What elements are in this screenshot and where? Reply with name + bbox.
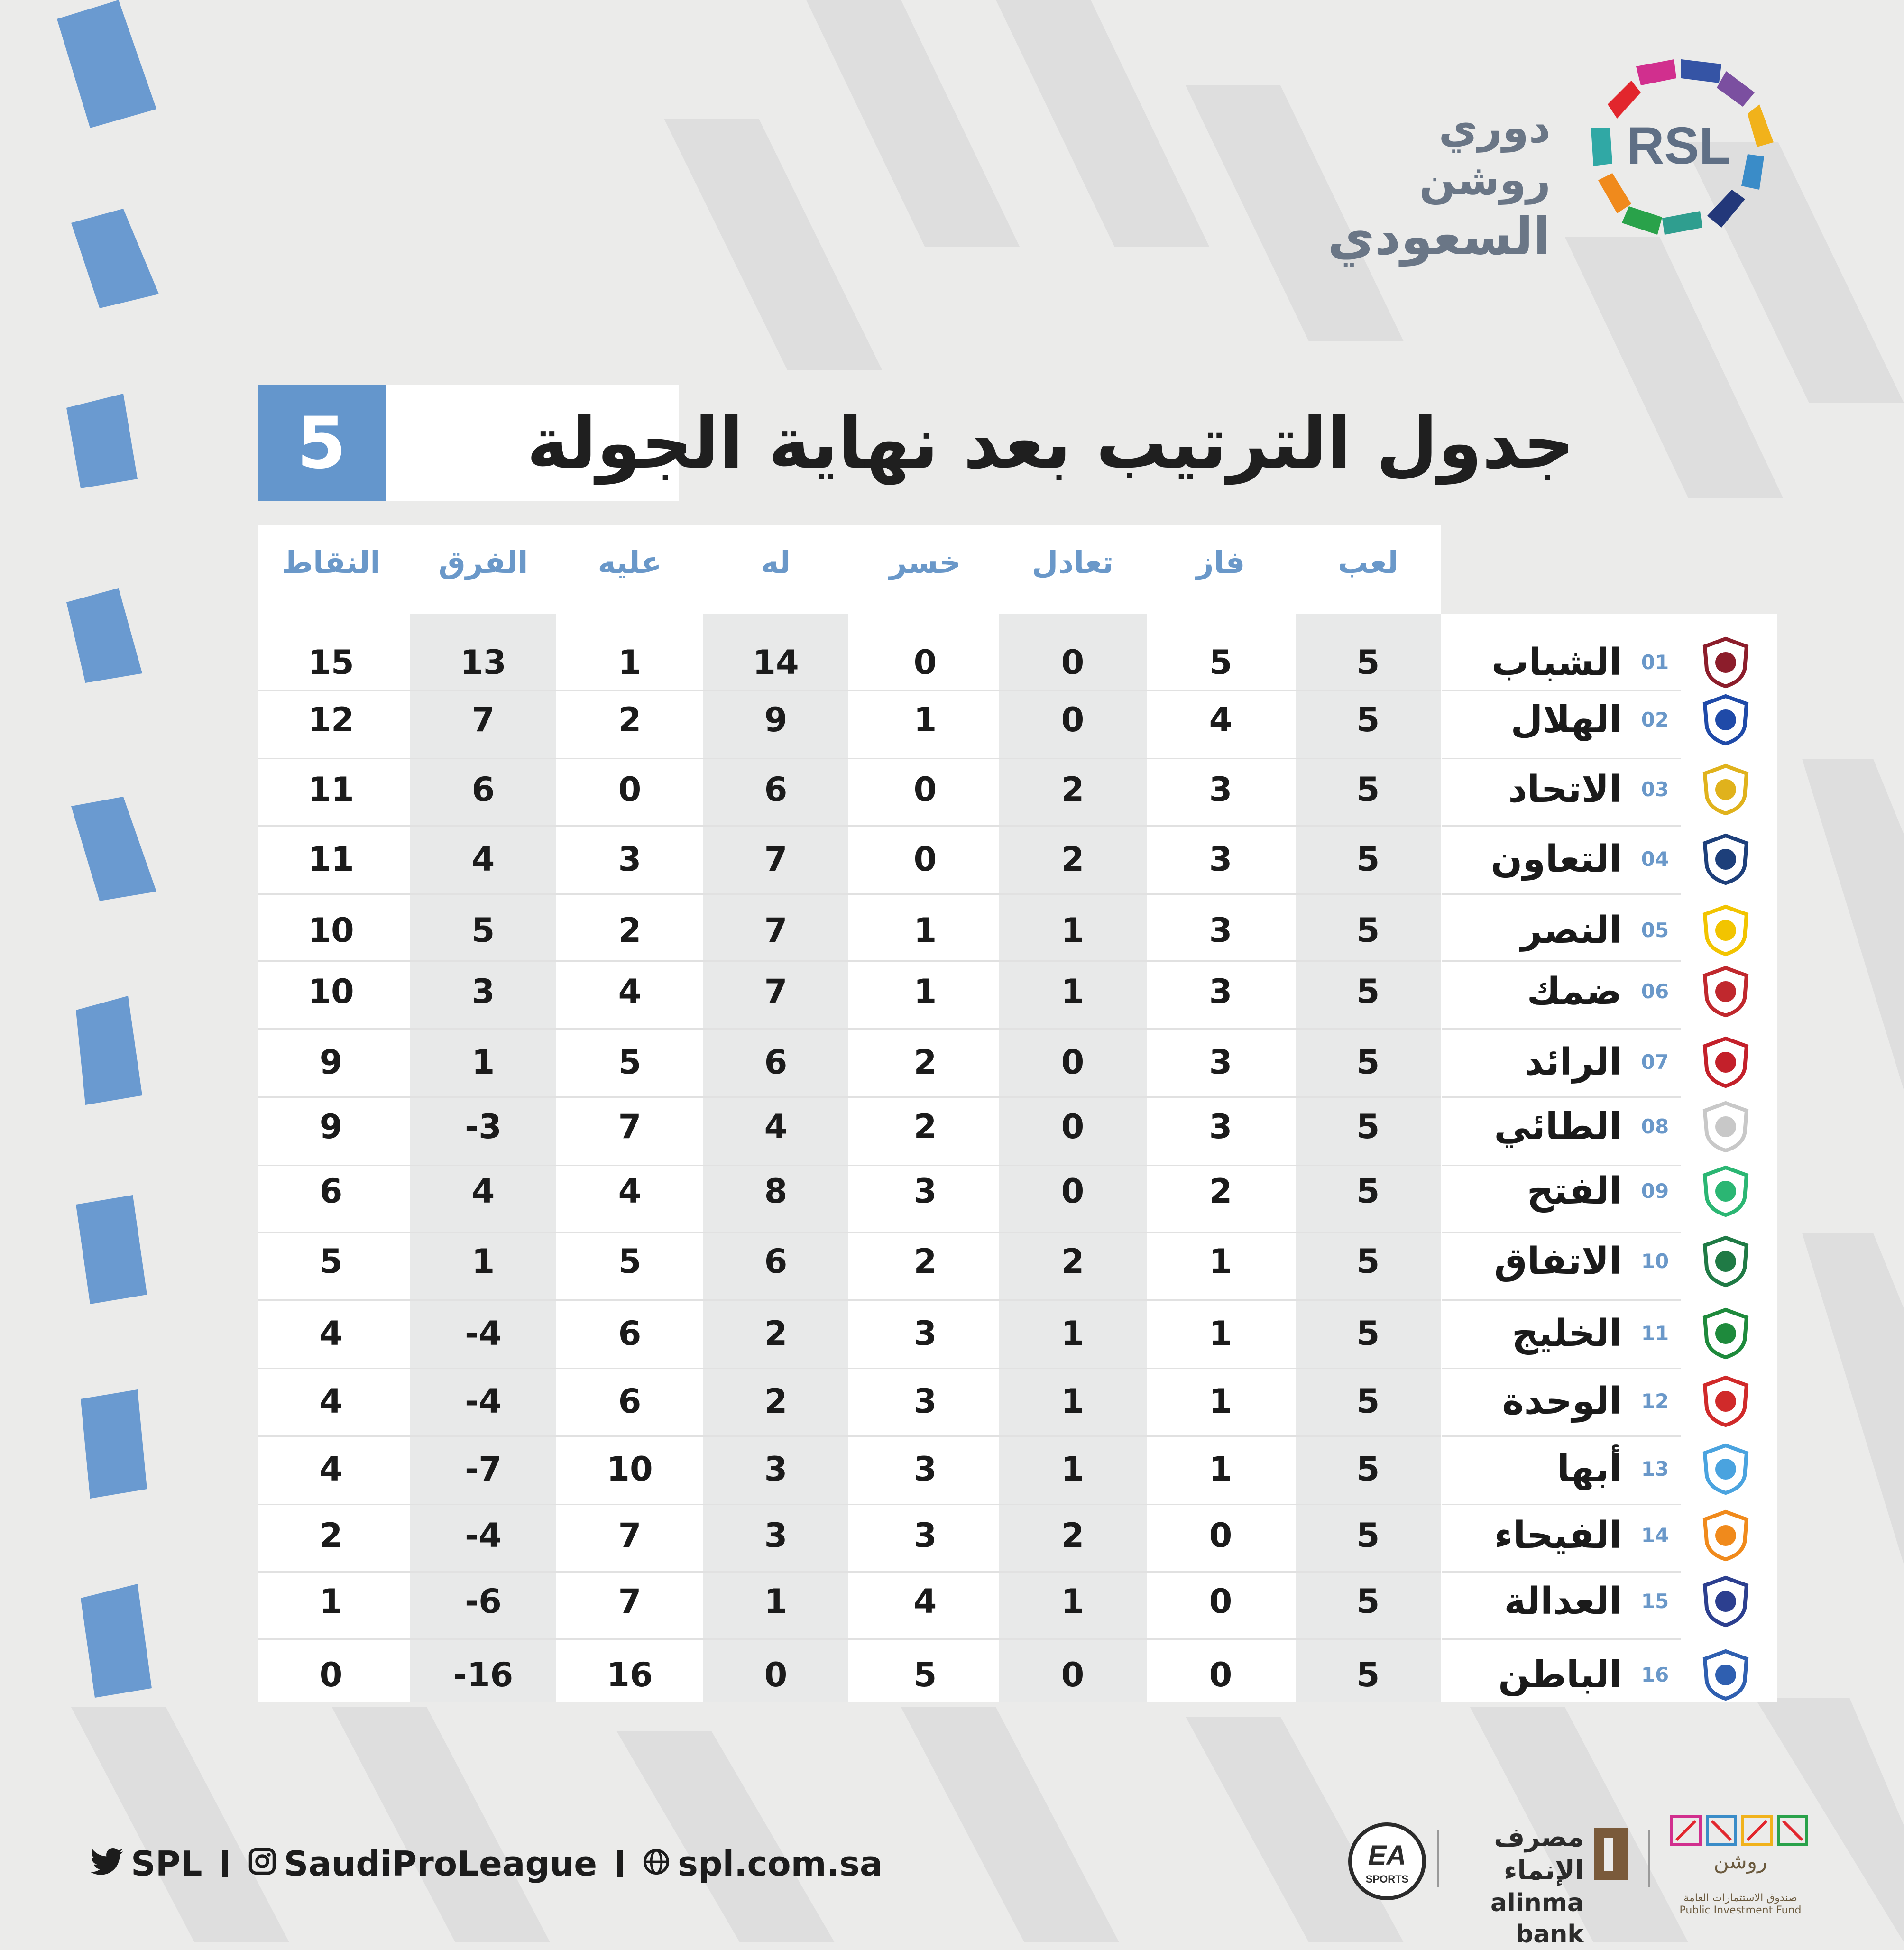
cell-against: 4 bbox=[618, 972, 642, 1011]
rsl-logo-icon bbox=[1565, 47, 1793, 256]
alinma-bank-logo bbox=[1451, 1821, 1584, 1950]
row-divider bbox=[258, 1571, 1441, 1573]
rsl-abbr-text: RSL bbox=[1627, 117, 1731, 175]
cell-lost: 0 bbox=[913, 840, 937, 879]
cell-won: 1 bbox=[1209, 1314, 1233, 1353]
cell-lost: 2 bbox=[913, 1043, 937, 1082]
team-rank: 14 bbox=[1641, 1524, 1669, 1547]
cell-drawn: 1 bbox=[1061, 1314, 1085, 1353]
league-wordmark bbox=[1328, 102, 1551, 268]
cell-played: 5 bbox=[1356, 1043, 1380, 1082]
header-drawn: تعادل bbox=[1031, 545, 1114, 580]
cell-for: 3 bbox=[764, 1516, 788, 1555]
row-divider bbox=[1442, 1638, 1681, 1640]
row-divider bbox=[258, 1368, 1441, 1369]
team-rank: 01 bbox=[1641, 651, 1669, 674]
cell-won: 3 bbox=[1209, 840, 1233, 879]
al-fayha-crest-icon bbox=[1699, 1509, 1752, 1562]
row-divider bbox=[1442, 1435, 1681, 1437]
cell-drawn: 1 bbox=[1061, 972, 1085, 1011]
row-divider bbox=[1442, 1028, 1681, 1030]
cell-for: 14 bbox=[753, 643, 799, 682]
cell-diff: 13 bbox=[460, 643, 506, 682]
team-name: ضمك bbox=[1527, 970, 1622, 1013]
cell-against: 2 bbox=[618, 911, 642, 950]
row-divider bbox=[1442, 1096, 1681, 1098]
row-divider bbox=[258, 1096, 1441, 1098]
cell-won: 3 bbox=[1209, 911, 1233, 950]
league-name-line1: دوري روشن bbox=[1419, 103, 1551, 205]
cell-drawn: 0 bbox=[1061, 700, 1085, 739]
cell-points: 11 bbox=[308, 770, 354, 809]
cell-won: 5 bbox=[1209, 643, 1233, 682]
al-nassr-crest-icon bbox=[1699, 904, 1752, 957]
team-rank: 08 bbox=[1641, 1115, 1669, 1138]
cell-diff: -6 bbox=[465, 1582, 502, 1621]
cell-diff: 4 bbox=[471, 1172, 495, 1211]
team-rank: 10 bbox=[1641, 1250, 1669, 1273]
team-name: الشباب bbox=[1491, 641, 1622, 684]
al-raed-crest-icon bbox=[1699, 1036, 1752, 1089]
cell-points: 11 bbox=[308, 840, 354, 879]
row-divider bbox=[258, 825, 1441, 827]
league-name-line2: السعودي bbox=[1327, 207, 1551, 267]
cell-against: 1 bbox=[618, 643, 642, 682]
cell-lost: 3 bbox=[913, 1516, 937, 1555]
cell-diff: -4 bbox=[465, 1516, 502, 1555]
team-name: أبها bbox=[1557, 1448, 1622, 1490]
cell-against: 3 bbox=[618, 840, 642, 879]
cell-diff: -3 bbox=[465, 1107, 502, 1146]
cell-played: 5 bbox=[1356, 840, 1380, 879]
team-name: الرائد bbox=[1524, 1041, 1622, 1084]
cell-won: 4 bbox=[1209, 700, 1233, 739]
team-name: الطائي bbox=[1494, 1105, 1622, 1148]
globe-icon[interactable] bbox=[643, 1844, 670, 1884]
row-divider bbox=[258, 1165, 1441, 1166]
cell-diff: 5 bbox=[471, 911, 495, 950]
cell-diff: -16 bbox=[453, 1656, 514, 1694]
cell-points: 4 bbox=[319, 1382, 343, 1421]
row-divider bbox=[258, 1232, 1441, 1233]
cell-drawn: 0 bbox=[1061, 1107, 1085, 1146]
ea-mark-text: EA bbox=[1368, 1840, 1407, 1871]
cell-lost: 1 bbox=[913, 700, 937, 739]
row-divider bbox=[1442, 893, 1681, 895]
cell-points: 0 bbox=[319, 1656, 343, 1694]
bank-name-ar: مصرف الإنماء bbox=[1494, 1822, 1584, 1886]
page-title: جدول الترتيب بعد نهاية الجولة bbox=[526, 402, 1574, 485]
cell-points: 9 bbox=[319, 1107, 343, 1146]
team-name: التعاون bbox=[1490, 838, 1622, 881]
cell-for: 6 bbox=[764, 770, 788, 809]
cell-against: 5 bbox=[618, 1043, 642, 1082]
al-hilal-crest-icon bbox=[1699, 693, 1752, 746]
cell-played: 5 bbox=[1356, 643, 1380, 682]
row-divider bbox=[1442, 1165, 1681, 1166]
abha-crest-icon bbox=[1699, 1443, 1752, 1496]
cell-won: 1 bbox=[1209, 1382, 1233, 1421]
cell-drawn: 1 bbox=[1061, 1450, 1085, 1489]
row-divider bbox=[1442, 758, 1681, 759]
team-rank: 06 bbox=[1641, 980, 1669, 1003]
bank-name-en: alinma bank bbox=[1490, 1889, 1584, 1949]
round-number-badge: 5 bbox=[258, 385, 386, 501]
cell-points: 10 bbox=[308, 911, 354, 950]
cell-played: 5 bbox=[1356, 1450, 1380, 1489]
ea-sports-logo-icon bbox=[1347, 1821, 1427, 1902]
cell-diff: -4 bbox=[465, 1314, 502, 1353]
footer-social bbox=[90, 1840, 883, 1887]
al-khaleej-crest-icon bbox=[1699, 1307, 1752, 1360]
row-divider bbox=[258, 1028, 1441, 1030]
team-rank: 13 bbox=[1641, 1457, 1669, 1481]
cell-for: 1 bbox=[764, 1582, 788, 1621]
team-name: الفيحاء bbox=[1494, 1514, 1622, 1557]
cell-diff: -4 bbox=[465, 1382, 502, 1421]
cell-won: 0 bbox=[1209, 1656, 1233, 1694]
cell-diff: 4 bbox=[471, 840, 495, 879]
cell-diff: 7 bbox=[471, 700, 495, 739]
row-divider bbox=[258, 758, 1441, 759]
cell-points: 12 bbox=[308, 700, 354, 739]
cell-points: 9 bbox=[319, 1043, 343, 1082]
row-divider bbox=[258, 1435, 1441, 1437]
al-taawoun-crest-icon bbox=[1699, 833, 1752, 886]
cell-played: 5 bbox=[1356, 1172, 1380, 1211]
cell-drawn: 0 bbox=[1061, 643, 1085, 682]
pif-line-ar: صندوق الاستثمارات العامة bbox=[1683, 1892, 1797, 1904]
team-rank: 11 bbox=[1641, 1322, 1669, 1345]
cell-played: 5 bbox=[1356, 1242, 1380, 1281]
team-rank: 04 bbox=[1641, 847, 1669, 871]
team-name: الاتفاق bbox=[1494, 1240, 1622, 1283]
cell-for: 0 bbox=[764, 1656, 788, 1694]
cell-against: 5 bbox=[618, 1242, 642, 1281]
pif-line-en: Public Investment Fund bbox=[1679, 1904, 1802, 1916]
al-batin-crest-icon bbox=[1699, 1648, 1752, 1702]
cell-drawn: 0 bbox=[1061, 1172, 1085, 1211]
cell-against: 4 bbox=[618, 1172, 642, 1211]
row-divider bbox=[1442, 1368, 1681, 1369]
cell-lost: 3 bbox=[913, 1382, 937, 1421]
cell-for: 3 bbox=[764, 1450, 788, 1489]
cell-won: 0 bbox=[1209, 1582, 1233, 1621]
team-name: العدالة bbox=[1504, 1580, 1622, 1623]
cell-lost: 1 bbox=[913, 911, 937, 950]
twitter-handle[interactable]: SPL bbox=[131, 1844, 202, 1884]
row-divider bbox=[1442, 690, 1681, 691]
row-divider bbox=[1442, 1299, 1681, 1301]
cell-won: 0 bbox=[1209, 1516, 1233, 1555]
cell-drawn: 1 bbox=[1061, 1582, 1085, 1621]
pif-brand-text: روشن bbox=[1713, 1849, 1767, 1874]
cell-lost: 0 bbox=[913, 770, 937, 809]
header-played: لعب bbox=[1338, 545, 1398, 580]
cell-diff: 3 bbox=[471, 972, 495, 1011]
cell-points: 6 bbox=[319, 1172, 343, 1211]
cell-against: 7 bbox=[618, 1107, 642, 1146]
cell-against: 6 bbox=[618, 1382, 642, 1421]
header-won: فاز bbox=[1196, 545, 1245, 580]
cell-drawn: 1 bbox=[1061, 1382, 1085, 1421]
sponsor-separator bbox=[1437, 1830, 1439, 1887]
al-taee-crest-icon bbox=[1699, 1100, 1752, 1153]
cell-drawn: 2 bbox=[1061, 1516, 1085, 1555]
cell-for: 7 bbox=[764, 972, 788, 1011]
al-wehda-crest-icon bbox=[1699, 1375, 1752, 1428]
row-divider bbox=[258, 893, 1441, 895]
cell-won: 3 bbox=[1209, 972, 1233, 1011]
cell-diff: 1 bbox=[471, 1242, 495, 1281]
row-divider bbox=[1442, 1504, 1681, 1505]
cell-played: 5 bbox=[1356, 1314, 1380, 1353]
cell-points: 4 bbox=[319, 1450, 343, 1489]
cell-played: 5 bbox=[1356, 1107, 1380, 1146]
cell-points: 15 bbox=[308, 643, 354, 682]
team-name: الوحدة bbox=[1502, 1380, 1622, 1423]
instagram-handle[interactable]: SaudiProLeague bbox=[284, 1844, 598, 1884]
team-name: الخليج bbox=[1511, 1312, 1622, 1355]
al-adalah-crest-icon bbox=[1699, 1575, 1752, 1628]
cell-diff: -7 bbox=[465, 1450, 502, 1489]
al-fateh-crest-icon bbox=[1699, 1165, 1752, 1218]
cell-for: 2 bbox=[764, 1382, 788, 1421]
header-lost: خسر bbox=[889, 545, 961, 580]
instagram-icon[interactable] bbox=[248, 1844, 276, 1884]
team-name: الهلال bbox=[1510, 699, 1622, 741]
row-divider bbox=[1442, 1571, 1681, 1573]
cell-points: 4 bbox=[319, 1314, 343, 1353]
cell-played: 5 bbox=[1356, 770, 1380, 809]
cell-lost: 3 bbox=[913, 1172, 937, 1211]
team-rank: 12 bbox=[1641, 1389, 1669, 1413]
sponsor-separator bbox=[1648, 1830, 1650, 1887]
row-divider bbox=[1442, 960, 1681, 962]
cell-for: 4 bbox=[764, 1107, 788, 1146]
cell-played: 5 bbox=[1356, 1656, 1380, 1694]
cell-played: 5 bbox=[1356, 700, 1380, 739]
team-rank: 02 bbox=[1641, 708, 1669, 731]
row-divider bbox=[258, 1299, 1441, 1301]
twitter-icon[interactable] bbox=[90, 1844, 123, 1884]
cell-played: 5 bbox=[1356, 1582, 1380, 1621]
website-link[interactable]: spl.com.sa bbox=[678, 1844, 883, 1884]
al-ettifaq-crest-icon bbox=[1699, 1235, 1752, 1288]
team-rank: 03 bbox=[1641, 778, 1669, 801]
cell-against: 10 bbox=[607, 1450, 653, 1489]
cell-lost: 5 bbox=[913, 1656, 937, 1694]
cell-played: 5 bbox=[1356, 1382, 1380, 1421]
cell-won: 2 bbox=[1209, 1172, 1233, 1211]
cell-points: 10 bbox=[308, 972, 354, 1011]
cell-for: 7 bbox=[764, 911, 788, 950]
cell-for: 8 bbox=[764, 1172, 788, 1211]
row-divider bbox=[1442, 825, 1681, 827]
row-divider bbox=[258, 1504, 1441, 1505]
al-shabab-crest-icon bbox=[1699, 636, 1752, 689]
pif-caption bbox=[1662, 1892, 1819, 1917]
header-against: عليه bbox=[598, 545, 662, 580]
cell-diff: 6 bbox=[471, 770, 495, 809]
cell-against: 16 bbox=[607, 1656, 653, 1694]
cell-lost: 0 bbox=[913, 643, 937, 682]
row-divider bbox=[258, 690, 1441, 691]
team-rank: 07 bbox=[1641, 1050, 1669, 1074]
team-rank: 09 bbox=[1641, 1179, 1669, 1203]
team-rank: 15 bbox=[1641, 1590, 1669, 1613]
team-name: الباطن bbox=[1498, 1654, 1622, 1696]
footer-separator bbox=[617, 1850, 623, 1877]
cell-against: 2 bbox=[618, 700, 642, 739]
cell-against: 7 bbox=[618, 1582, 642, 1621]
alinma-bank-mark-icon bbox=[1593, 1826, 1629, 1883]
cell-drawn: 0 bbox=[1061, 1043, 1085, 1082]
cell-lost: 3 bbox=[913, 1450, 937, 1489]
team-rank: 16 bbox=[1641, 1663, 1669, 1686]
cell-drawn: 2 bbox=[1061, 770, 1085, 809]
header-for: له bbox=[761, 545, 791, 580]
cell-lost: 4 bbox=[913, 1582, 937, 1621]
cell-played: 5 bbox=[1356, 1516, 1380, 1555]
cell-lost: 2 bbox=[913, 1242, 937, 1281]
cell-against: 0 bbox=[618, 770, 642, 809]
cell-won: 1 bbox=[1209, 1242, 1233, 1281]
cell-drawn: 2 bbox=[1061, 840, 1085, 879]
cell-for: 6 bbox=[764, 1043, 788, 1082]
cell-points: 5 bbox=[319, 1242, 343, 1281]
cell-won: 3 bbox=[1209, 770, 1233, 809]
cell-against: 6 bbox=[618, 1314, 642, 1353]
ea-sports-label: SPORTS bbox=[1365, 1873, 1409, 1885]
header-points: النقاط bbox=[281, 545, 381, 580]
cell-for: 9 bbox=[764, 700, 788, 739]
cell-drawn: 0 bbox=[1061, 1656, 1085, 1694]
cell-for: 6 bbox=[764, 1242, 788, 1281]
row-divider bbox=[1442, 1232, 1681, 1233]
cell-diff: 1 bbox=[471, 1043, 495, 1082]
team-rank: 05 bbox=[1641, 919, 1669, 942]
row-divider bbox=[258, 1638, 1441, 1640]
cell-drawn: 1 bbox=[1061, 911, 1085, 950]
cell-lost: 2 bbox=[913, 1107, 937, 1146]
cell-won: 1 bbox=[1209, 1450, 1233, 1489]
row-divider bbox=[258, 960, 1441, 962]
footer-separator bbox=[222, 1850, 228, 1877]
damac-crest-icon bbox=[1699, 965, 1752, 1018]
cell-against: 7 bbox=[618, 1516, 642, 1555]
cell-lost: 3 bbox=[913, 1314, 937, 1353]
cell-points: 2 bbox=[319, 1516, 343, 1555]
cell-lost: 1 bbox=[913, 972, 937, 1011]
team-name: الفتح bbox=[1527, 1170, 1622, 1213]
team-name: الاتحاد bbox=[1508, 768, 1622, 811]
cell-won: 3 bbox=[1209, 1043, 1233, 1082]
al-ittihad-crest-icon bbox=[1699, 763, 1752, 816]
cell-for: 2 bbox=[764, 1314, 788, 1353]
cell-won: 3 bbox=[1209, 1107, 1233, 1146]
header-diff: الفرق bbox=[438, 545, 528, 580]
cell-points: 1 bbox=[319, 1582, 343, 1621]
team-name: النصر bbox=[1520, 909, 1622, 952]
cell-played: 5 bbox=[1356, 911, 1380, 950]
cell-drawn: 2 bbox=[1061, 1242, 1085, 1281]
cell-played: 5 bbox=[1356, 972, 1380, 1011]
cell-for: 7 bbox=[764, 840, 788, 879]
